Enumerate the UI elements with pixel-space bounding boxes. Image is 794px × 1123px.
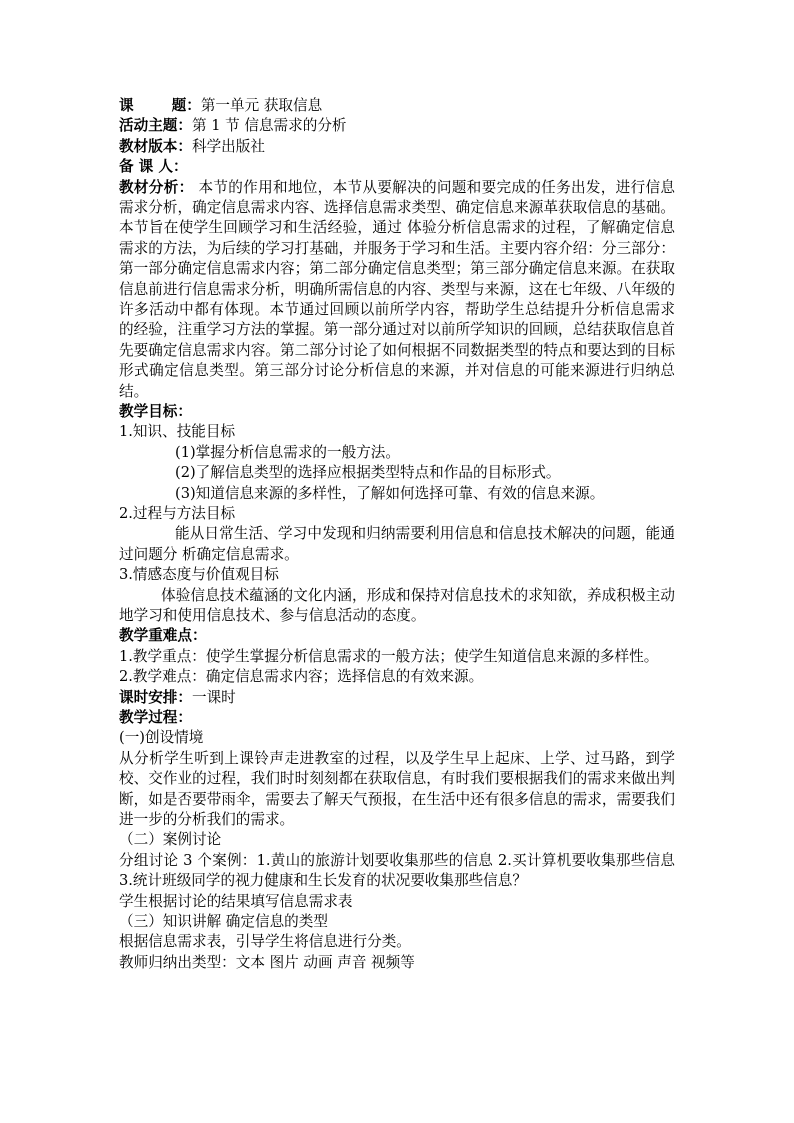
goals-label: 教学目标： — [119, 403, 192, 421]
course-label-b: 题： — [171, 97, 201, 114]
goal-1-item-3: (3)知道信息来源的多样性，了解如何选择可靠、有效的信息来源。 — [175, 484, 605, 502]
course-row — [119, 96, 675, 116]
process-section-2-text: 分组讨论 3 个案例：1.黄山的旅游计划要收集那些的信息 2.买计算机要收集那些信息 3.统计班级同学的视力健康和生长发育的状况要收集那些信息？ — [119, 851, 675, 890]
goals-heading-row — [119, 402, 675, 422]
edition-label: 教材版本： — [119, 137, 192, 155]
schedule-label: 课时安排： — [119, 688, 192, 706]
preparer-label: 备 课 人： — [119, 158, 188, 176]
process-heading-row — [119, 708, 675, 728]
goal-3-text: 体验信息技术蕴涵的文化内涵，形成和保持对信息技术的求知欲，养成积极主动地学习和使用信息技术、参与信息活动的态度。 — [119, 586, 675, 624]
course-label-a: 课 — [119, 97, 134, 114]
theme-row — [119, 116, 675, 136]
theme-value: 第 1 节 信息需求的分析 — [191, 117, 347, 135]
process-section-3-line-2: 教师归纳出类型：文本 图片 动画 声音 视频等 — [119, 953, 415, 971]
schedule-row — [119, 688, 675, 708]
goal-2-text: 能从日常生活、学习中发现和归纳需要利用信息和信息技术解决的问题，能通过问题分 析确定信息需求。 — [119, 525, 675, 563]
process-section-2-title: （二）案例讨论 — [119, 831, 222, 849]
process-section-1-text: 从分析学生听到上课铃声走进教室的过程，以及学生早上起床、上学、过马路，到学校、交作业的过程，我们时时刻刻都在获取信息，有时我们要根据我们的需求来做出判断，如是否要带雨伞，需要去了解天气预报，在生活中还有很多信息的需求，需要我们进一步的分析我们的需求。 — [119, 749, 675, 828]
keypoint-1: 1.教学重点：使学生掌握分析信息需求的一般方法；使学生知道信息来源的多样性。 — [119, 647, 659, 665]
theme-label: 活动主题： — [119, 117, 192, 135]
goal-1-item-2: (2)了解信息类型的选择应根据类型特点和作品的目标形式。 — [175, 464, 561, 482]
edition-value: 科学出版社 — [191, 137, 265, 155]
keypoints-label: 教学重难点： — [119, 627, 207, 645]
keypoints-heading-row — [119, 626, 675, 646]
process-section-1-title: (一)创设情境 — [119, 729, 204, 747]
keypoint-2: 2.教学难点：确定信息需求内容；选择信息的有效来源。 — [119, 668, 484, 686]
process-label: 教学过程： — [119, 708, 192, 726]
analysis-label: 教材分析： — [119, 178, 194, 196]
process-section-3-line-1: 根据信息需求表，引导学生将信息进行分类。 — [119, 933, 411, 951]
lesson-plan-body — [119, 96, 675, 973]
process-section-3-title: （三）知识讲解 确定信息的类型 — [119, 912, 328, 930]
schedule-value: 一课时 — [191, 688, 236, 706]
goal-3-title: 3.情感态度与价值观目标 — [119, 566, 279, 584]
course-value: 第一单元 获取信息 — [200, 97, 323, 114]
analysis-paragraph — [119, 178, 675, 402]
preparer-row — [119, 157, 675, 177]
goal-2-title: 2.过程与方法目标 — [119, 504, 236, 522]
goal-1-item-1: (1)掌握分析信息需求的一般方法。 — [175, 443, 400, 461]
analysis-text: 本节的作用和地位，本节从要解决的问题和要完成的任务出发，进行信息需求分析，确定信息需求内容、选择信息需求类型、确定信息来源革获取信息的基础。本节旨在使学生回顾学习和生活经验，通过 体验分析信息需求的过程，了解确定信息需求的方法，为后续的学习打基础，并服务于学习和生活。主要内容介绍：分三部分：第一部分确定信息需求内容；第二部分确定信息类型；第三部分确定信息来源。在获取信息前进行信息需求分析，明确所需信息的内容、类型与来源，这在七年级、八年级的许多活动中都有体现。本节通过回顾以前所学内容，帮助学生总结提升分析信息需求 的经验，注重学习方法的掌握。第一部分通过对以前所学知识的回顾，总结获取信息首先要确定信息需求内容。第二部分讨论了如何根据不同数据类型的特点和要达到的目标形式确定信息类型。第三部分讨论分析信息的来源，并对信息的可能来源进行归纳总结。 — [119, 178, 675, 400]
process-section-2-extra: 学生根据讨论的结果填写信息需求表 — [119, 892, 353, 910]
edition-row — [119, 137, 675, 157]
goal-1-title: 1.知识、技能目标 — [119, 423, 236, 441]
